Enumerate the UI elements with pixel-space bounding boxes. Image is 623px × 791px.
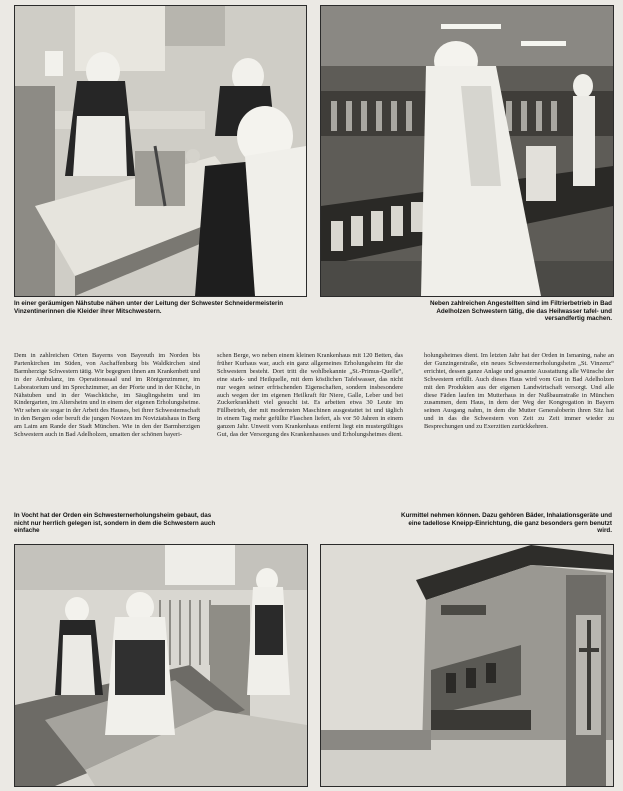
article-column-3: holungsheimes dient. Im letzten Jahr hat der Orden in Ismaning, nahe an der Gunzingerstraße, ein neues Schwesternerholungsheim „St. Vinzenz“ errichtet, dessen ganze Anlage und gesamte Ausstattung alle Wünsche der Schwestern erfüllt. Auch dieses Haus wird vom Gut in Bad Adelholzen mit den Produkten aus der eigenen Landwirtschaft versorgt. Und alle diese Fäden laufen im Mutterhaus in der Nußbaumstraße in München zusammen, dem Haus, in dem der Weg der Kongregation in Bayern seinen Ausgang nahm, in dem die Mutter Generaloberin ihren Sitz hat und in das die Schwestern von Zeit zu Zeit immer wieder zu Besprechungen und zu Exerzitien zurückkehren. — [424, 352, 614, 431]
photo-sewing-room — [14, 5, 307, 297]
photo-chalet-building — [320, 544, 614, 787]
caption-sewing-room: In einer geräumigen Nähstube nähen unter der Leitung der Schwester Schneidermeisterin Vinzentinerinnen die Kleider ihrer Mitschwestern. — [14, 300, 284, 315]
caption-spa-treatment: Kurmittel nehmen können. Dazu gehören Bäder, Inhalationsgeräte und eine tadellose Kneipp-Einrichtung, die ganz besonders gern benutzt wird. — [401, 512, 612, 535]
photo-bottling-plant — [320, 5, 614, 297]
caption-rest-home: In Vocht hat der Orden ein Schwesternerholungsheim gebaut, das nicht nur herrlich gelegen ist, sondern in dem die Schwestern auch einfache — [14, 512, 216, 535]
photo-kneipp-bath — [14, 544, 308, 787]
caption-bottling-plant: Neben zahlreichen Angestellten sind im Filtrierbetrieb in Bad Adelholzen Schwestern tätig, die das Heilwasser tafel- und versandfertig machen. — [429, 300, 612, 323]
article-column-1: Dem in zahlreichen Orten Bayerns von Bayreuth im Norden bis Partenkirchen im Süden, von Aschaffenburg bis Waldkirchen sind Barmherzige Schwestern tätig. Wir begegnen ihnen am Krankenbett und in der Ambulanz, im Operationssaal und im Röntgenzimmer, im Laboratorium und im Sprechzimmer, an der Pforte und in der Küche, in Nähstuben und in der Waschküche, im Säuglingsheim und im Kindergarten, im Altersheim und in einem der eigenen Erholungsheime. Wir sehen sie sogar in der Arbeit des Hauses, bei ihrer Schwesternschaft in den Bergen oder beruft die jungen Novizen im Noviziatshaus in Berg am Laim am Rande der Stadt München. Wie in den der Barmherzigen Schwestern auch in Bad Adelholzen, umatten der schönen bayeri- — [14, 352, 200, 439]
article-column-2: schen Berge, wo neben einem kleinen Krankenhaus mit 120 Betten, das früher Kurhaus war, auch ein ganz allgemeines Erholungsheim für die Schwestern besteht. Dort tritt die wohlbekannte „St.-Primus-Quelle“, eine stark- und Heilquelle, mit dem köstlichen Tafelwasser, das nicht nur wegen seiner erfrischenden Eigenschaften, sondern insbesondere auch wegen der im eigenen Heilkraft für Niere, Galle, Leber und bei Zuckerkrankheit viel gesucht ist. Es arbeiten etwa 30 Leute im Füllbetrieb, der mit modernsten Maschinen ausgestattet ist und täglich in einem Tag mehr gefüllte Flaschen liefert, als vor 50 Jahren in einem ganzen Jahr. Unweit vom Krankenhaus entfernt liegt ein mustergültiges Gut, das der Versorgung des Krankenhauses und Erholungsheimes dient. — [217, 352, 403, 439]
